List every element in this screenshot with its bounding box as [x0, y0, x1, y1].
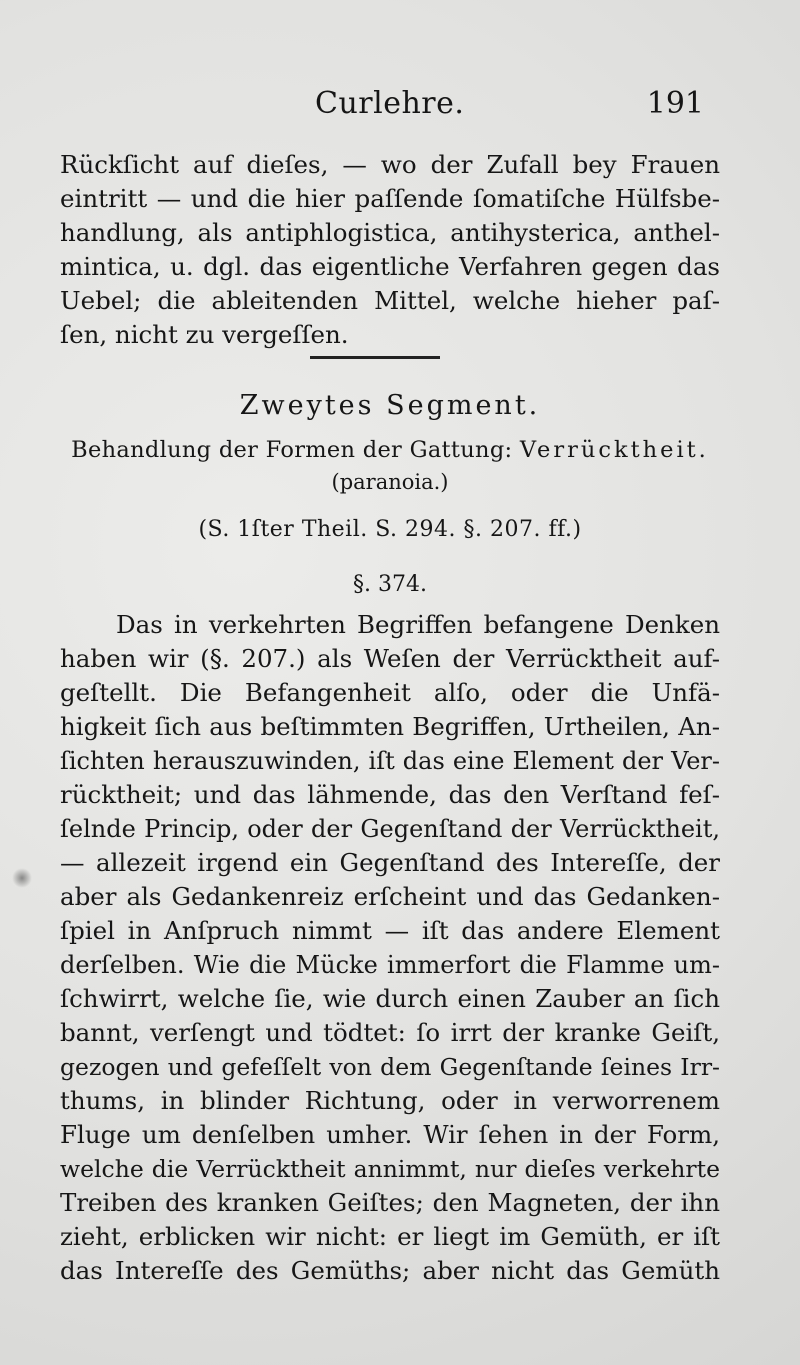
text-line: aber als Gedankenreiz erſcheint und das Gedanken- [60, 882, 720, 911]
text-line: ſpiel in Anſpruch nimmt — iſt das andere Element [60, 916, 720, 945]
text-line: Rückſicht auf dieſes, — wo der Zufall bey Frauen [60, 150, 720, 179]
form-heading-prefix: Behandlung der Formen der Gattung: [71, 437, 513, 463]
text-line: Uebel; die ableitenden Mittel, welche hieher paſ- [60, 286, 720, 315]
main-paragraph [60, 608, 720, 1288]
text-line: Das in verkehrten Begriffen befangene Denken [116, 610, 720, 639]
page-number: 191 [646, 86, 704, 121]
separator-rule [310, 356, 440, 359]
text-line: welche die Verrücktheit annimmt, nur dieſes verkehrte [60, 1155, 720, 1183]
text-line: ſichten herauszuwinden, iſt das eine Element der Ver- [60, 747, 720, 775]
text-line: haben wir (§. 207.) als Weſen der Verrücktheit auf- [60, 644, 720, 673]
text-line: Treiben des kranken Geiſtes; den Magneten, der ihn [60, 1188, 720, 1217]
intro-paragraph [60, 148, 720, 352]
segment-title: Zweytes Segment. [239, 390, 541, 421]
ink-smudge [12, 868, 32, 888]
form-heading [60, 437, 720, 463]
running-head [60, 78, 720, 128]
text-line: Fluge um denſelben umher. Wir ſehen in der Form, [60, 1120, 720, 1149]
text-line: zieht, erblicken wir nicht: er liegt im Gemüth, er iſt [60, 1222, 720, 1251]
text-line: derſelben. Wie die Mücke immerfort die Flamme um- [60, 951, 720, 979]
text-line: handlung, als antiphlogistica, antihysterica, anthel- [60, 218, 720, 247]
text-line: ſen, nicht zu vergeſſen. [60, 320, 349, 349]
cross-reference: (S. 1ſter Theil. S. 294. §. 207. ff.) [198, 517, 582, 542]
latin-name: (paranoia.) [331, 470, 449, 494]
text-line: mintica, u. dgl. das eigentliche Verfahren gegen das [60, 252, 720, 281]
running-title: Curlehre. [315, 86, 465, 121]
text-line: ſchwirrt, welche ſie, wie durch einen Zauber an ſich [60, 984, 720, 1013]
text-line: thums, in blinder Richtung, oder in verworrenem [60, 1086, 720, 1115]
text-line: — allezeit irgend ein Gegenſtand des Intereſſe, der [60, 848, 720, 877]
text-line: higkeit ſich aus beſtimmten Begriffen, Urtheilen, An- [60, 712, 720, 741]
text-line: geſtellt. Die Befangenheit alſo, oder die Unfä- [60, 678, 720, 707]
text-line: ſelnde Princip, oder der Gegenſtand der Verrücktheit, [60, 815, 720, 843]
text-line: das Intereſſe des Gemüths; aber nicht das Gemüth [60, 1256, 720, 1285]
form-heading-term: Verrücktheit. [519, 437, 709, 463]
section-number: §. 374. [353, 572, 427, 597]
text-line: bannt, verſengt und tödtet: ſo irrt der kranke Geiſt, [60, 1018, 720, 1047]
text-line: rücktheit; und das lähmende, das den Verſtand feſ- [60, 780, 720, 809]
text-line: gezogen und gefeſſelt von dem Gegenſtande ſeines Irr- [60, 1053, 720, 1081]
text-line: eintritt — und die hier paſſende ſomatiſche Hülfsbe- [60, 184, 720, 213]
